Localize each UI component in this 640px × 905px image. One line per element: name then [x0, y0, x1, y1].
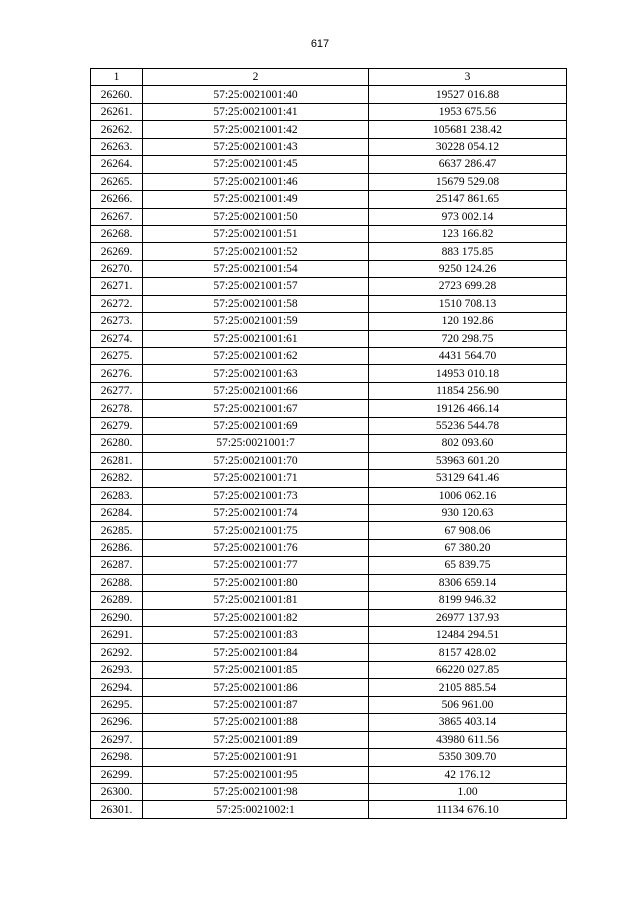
row-number-cell: 26260.	[91, 86, 143, 103]
value-cell: 19527 016.88	[369, 86, 567, 103]
cadastral-number-cell: 57:25:0021001:85	[143, 661, 369, 678]
row-number-cell: 26264.	[91, 156, 143, 173]
table-row	[91, 173, 567, 190]
table-row	[91, 592, 567, 609]
page-number: 617	[310, 38, 330, 50]
row-number-cell: 26289.	[91, 592, 143, 609]
cadastral-number-cell: 57:25:0021001:57	[143, 278, 369, 295]
table-row	[91, 382, 567, 399]
row-number-cell: 26266.	[91, 191, 143, 208]
table-row	[91, 470, 567, 487]
value-cell: 883 175.85	[369, 243, 567, 260]
table-row	[91, 801, 567, 818]
table-row	[91, 121, 567, 138]
row-number-cell: 26265.	[91, 173, 143, 190]
cadastral-number-cell: 57:25:0021001:87	[143, 696, 369, 713]
table-row	[91, 191, 567, 208]
table-row	[91, 557, 567, 574]
table-row	[91, 243, 567, 260]
table-row	[91, 766, 567, 783]
value-cell: 2105 885.54	[369, 679, 567, 696]
row-number-cell: 26297.	[91, 731, 143, 748]
cadastral-number-cell: 57:25:0021001:7	[143, 435, 369, 452]
row-number-cell: 26296.	[91, 714, 143, 731]
row-number-cell: 26277.	[91, 382, 143, 399]
cadastral-number-cell: 57:25:0021001:61	[143, 330, 369, 347]
value-cell: 5350 309.70	[369, 749, 567, 766]
value-cell: 15679 529.08	[369, 173, 567, 190]
cadastral-number-cell: 57:25:0021001:86	[143, 679, 369, 696]
cadastral-number-cell: 57:25:0021001:98	[143, 783, 369, 800]
column-header: 2	[143, 69, 369, 86]
cadastral-number-cell: 57:25:0021002:1	[143, 801, 369, 818]
data-table	[90, 68, 567, 819]
cadastral-number-cell: 57:25:0021001:69	[143, 417, 369, 434]
table-row	[91, 278, 567, 295]
table-body	[91, 86, 567, 818]
value-cell: 55236 544.78	[369, 417, 567, 434]
row-number-cell: 26273.	[91, 313, 143, 330]
value-cell: 43980 611.56	[369, 731, 567, 748]
row-number-cell: 26261.	[91, 103, 143, 120]
cadastral-number-cell: 57:25:0021001:49	[143, 191, 369, 208]
cadastral-number-cell: 57:25:0021001:42	[143, 121, 369, 138]
value-cell: 930 120.63	[369, 504, 567, 521]
row-number-cell: 26287.	[91, 557, 143, 574]
row-number-cell: 26262.	[91, 121, 143, 138]
row-number-cell: 26275.	[91, 348, 143, 365]
row-number-cell: 26284.	[91, 504, 143, 521]
value-cell: 1006 062.16	[369, 487, 567, 504]
row-number-cell: 26281.	[91, 452, 143, 469]
value-cell: 4431 564.70	[369, 348, 567, 365]
column-header: 1	[91, 69, 143, 86]
cadastral-number-cell: 57:25:0021001:84	[143, 644, 369, 661]
cadastral-number-cell: 57:25:0021001:70	[143, 452, 369, 469]
row-number-cell: 26293.	[91, 661, 143, 678]
table-row	[91, 330, 567, 347]
table-row	[91, 138, 567, 155]
row-number-cell: 26274.	[91, 330, 143, 347]
table-row	[91, 365, 567, 382]
value-cell: 2723 699.28	[369, 278, 567, 295]
value-cell: 42 176.12	[369, 766, 567, 783]
value-cell: 19126 466.14	[369, 400, 567, 417]
cadastral-number-cell: 57:25:0021001:50	[143, 208, 369, 225]
value-cell: 973 002.14	[369, 208, 567, 225]
row-number-cell: 26278.	[91, 400, 143, 417]
table-row	[91, 644, 567, 661]
value-cell: 8157 428.02	[369, 644, 567, 661]
value-cell: 720 298.75	[369, 330, 567, 347]
cadastral-number-cell: 57:25:0021001:58	[143, 295, 369, 312]
cadastral-number-cell: 57:25:0021001:54	[143, 260, 369, 277]
row-number-cell: 26283.	[91, 487, 143, 504]
row-number-cell: 26279.	[91, 417, 143, 434]
table-row	[91, 260, 567, 277]
table-row	[91, 435, 567, 452]
cadastral-number-cell: 57:25:0021001:91	[143, 749, 369, 766]
value-cell: 6637 286.47	[369, 156, 567, 173]
cadastral-number-cell: 57:25:0021001:82	[143, 609, 369, 626]
table-row	[91, 452, 567, 469]
row-number-cell: 26301.	[91, 801, 143, 818]
row-number-cell: 26267.	[91, 208, 143, 225]
row-number-cell: 26300.	[91, 783, 143, 800]
row-number-cell: 26271.	[91, 278, 143, 295]
row-number-cell: 26292.	[91, 644, 143, 661]
row-number-cell: 26298.	[91, 749, 143, 766]
cadastral-number-cell: 57:25:0021001:66	[143, 382, 369, 399]
cadastral-number-cell: 57:25:0021001:51	[143, 225, 369, 242]
cadastral-number-cell: 57:25:0021001:76	[143, 539, 369, 556]
table-row	[91, 86, 567, 103]
table-row	[91, 156, 567, 173]
cadastral-number-cell: 57:25:0021001:41	[143, 103, 369, 120]
cadastral-number-cell: 57:25:0021001:46	[143, 173, 369, 190]
value-cell: 123 166.82	[369, 225, 567, 242]
table-row	[91, 208, 567, 225]
row-number-cell: 26270.	[91, 260, 143, 277]
value-cell: 12484 294.51	[369, 627, 567, 644]
row-number-cell: 26276.	[91, 365, 143, 382]
value-cell: 120 192.86	[369, 313, 567, 330]
value-cell: 9250 124.26	[369, 260, 567, 277]
table-row	[91, 749, 567, 766]
table-row	[91, 731, 567, 748]
table-row	[91, 714, 567, 731]
value-cell: 14953 010.18	[369, 365, 567, 382]
cadastral-number-cell: 57:25:0021001:74	[143, 504, 369, 521]
cadastral-number-cell: 57:25:0021001:52	[143, 243, 369, 260]
row-number-cell: 26288.	[91, 574, 143, 591]
value-cell: 53963 601.20	[369, 452, 567, 469]
table-row	[91, 417, 567, 434]
row-number-cell: 26280.	[91, 435, 143, 452]
row-number-cell: 26272.	[91, 295, 143, 312]
cadastral-number-cell: 57:25:0021001:77	[143, 557, 369, 574]
row-number-cell: 26286.	[91, 539, 143, 556]
table-row	[91, 400, 567, 417]
value-cell: 8306 659.14	[369, 574, 567, 591]
cadastral-number-cell: 57:25:0021001:81	[143, 592, 369, 609]
value-cell: 67 908.06	[369, 522, 567, 539]
row-number-cell: 26291.	[91, 627, 143, 644]
value-cell: 25147 861.65	[369, 191, 567, 208]
table-row	[91, 679, 567, 696]
table-row	[91, 539, 567, 556]
cadastral-number-cell: 57:25:0021001:95	[143, 766, 369, 783]
cadastral-number-cell: 57:25:0021001:73	[143, 487, 369, 504]
value-cell: 26977 137.93	[369, 609, 567, 626]
table-header-row	[91, 69, 567, 86]
table-row	[91, 627, 567, 644]
table-row	[91, 609, 567, 626]
value-cell: 506 961.00	[369, 696, 567, 713]
table-row	[91, 783, 567, 800]
cadastral-number-cell: 57:25:0021001:43	[143, 138, 369, 155]
value-cell: 30228 054.12	[369, 138, 567, 155]
table-row	[91, 225, 567, 242]
cadastral-number-cell: 57:25:0021001:83	[143, 627, 369, 644]
value-cell: 105681 238.42	[369, 121, 567, 138]
value-cell: 1953 675.56	[369, 103, 567, 120]
value-cell: 1.00	[369, 783, 567, 800]
table-row	[91, 696, 567, 713]
table-row	[91, 348, 567, 365]
row-number-cell: 26290.	[91, 609, 143, 626]
row-number-cell: 26299.	[91, 766, 143, 783]
cadastral-number-cell: 57:25:0021001:45	[143, 156, 369, 173]
cadastral-number-cell: 57:25:0021001:67	[143, 400, 369, 417]
value-cell: 3865 403.14	[369, 714, 567, 731]
cadastral-number-cell: 57:25:0021001:59	[143, 313, 369, 330]
row-number-cell: 26282.	[91, 470, 143, 487]
table-row	[91, 103, 567, 120]
table-row	[91, 504, 567, 521]
row-number-cell: 26285.	[91, 522, 143, 539]
value-cell: 1510 708.13	[369, 295, 567, 312]
value-cell: 66220 027.85	[369, 661, 567, 678]
cadastral-number-cell: 57:25:0021001:62	[143, 348, 369, 365]
value-cell: 11854 256.90	[369, 382, 567, 399]
cadastral-number-cell: 57:25:0021001:75	[143, 522, 369, 539]
cadastral-number-cell: 57:25:0021001:80	[143, 574, 369, 591]
table-row	[91, 313, 567, 330]
value-cell: 8199 946.32	[369, 592, 567, 609]
table-row	[91, 487, 567, 504]
row-number-cell: 26295.	[91, 696, 143, 713]
cadastral-number-cell: 57:25:0021001:40	[143, 86, 369, 103]
cadastral-number-cell: 57:25:0021001:71	[143, 470, 369, 487]
table-row	[91, 661, 567, 678]
cadastral-number-cell: 57:25:0021001:63	[143, 365, 369, 382]
row-number-cell: 26269.	[91, 243, 143, 260]
value-cell: 53129 641.46	[369, 470, 567, 487]
cadastral-number-cell: 57:25:0021001:88	[143, 714, 369, 731]
table-row	[91, 574, 567, 591]
table-row	[91, 295, 567, 312]
cadastral-number-cell: 57:25:0021001:89	[143, 731, 369, 748]
value-cell: 802 093.60	[369, 435, 567, 452]
value-cell: 11134 676.10	[369, 801, 567, 818]
value-cell: 67 380.20	[369, 539, 567, 556]
row-number-cell: 26268.	[91, 225, 143, 242]
value-cell: 65 839.75	[369, 557, 567, 574]
row-number-cell: 26263.	[91, 138, 143, 155]
column-header: 3	[369, 69, 567, 86]
row-number-cell: 26294.	[91, 679, 143, 696]
table-row	[91, 522, 567, 539]
